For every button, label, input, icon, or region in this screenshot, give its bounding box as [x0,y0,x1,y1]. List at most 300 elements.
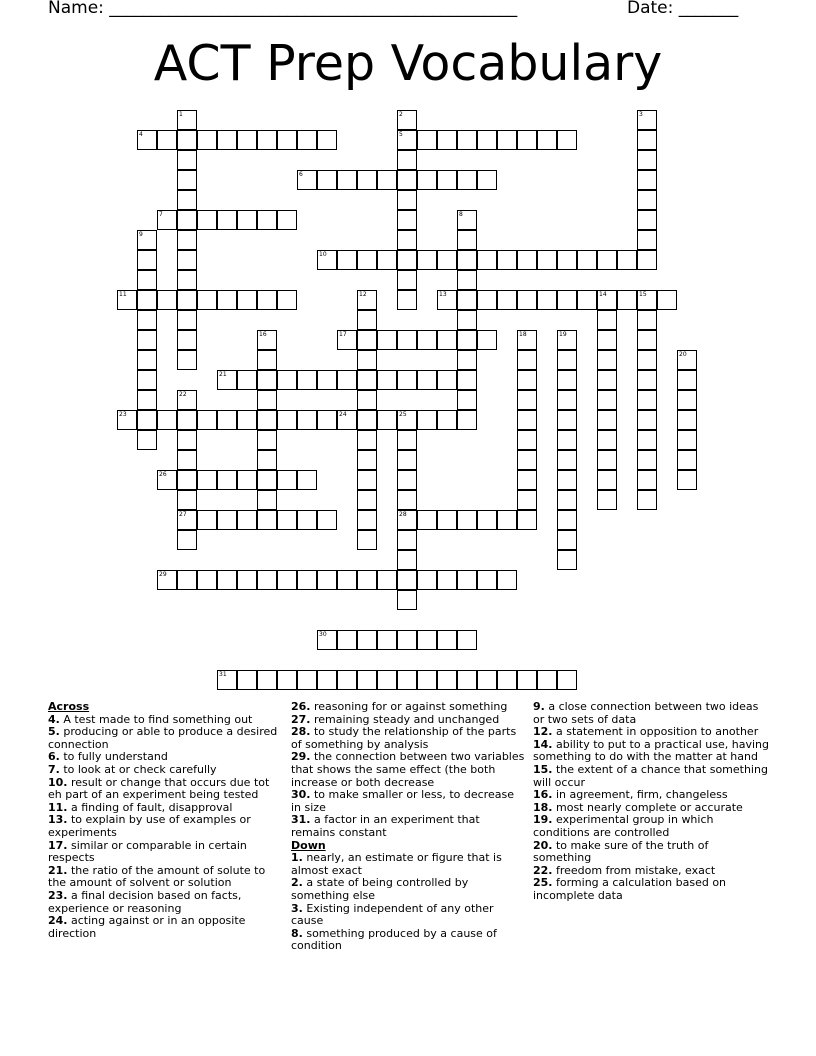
crossword-cell[interactable] [157,410,177,430]
crossword-cell[interactable] [537,670,557,690]
crossword-cell[interactable] [677,370,697,390]
crossword-cell[interactable] [197,410,217,430]
crossword-cell[interactable] [397,510,417,530]
crossword-cell[interactable] [457,350,477,370]
crossword-cell[interactable] [357,570,377,590]
crossword-cell[interactable] [237,410,257,430]
crossword-cell[interactable] [217,410,237,430]
crossword-cell[interactable] [677,410,697,430]
crossword-cell[interactable] [397,550,417,570]
crossword-cell[interactable] [257,410,277,430]
crossword-cell[interactable] [397,270,417,290]
crossword-cell[interactable] [597,450,617,470]
crossword-cell[interactable] [137,390,157,410]
crossword-cell[interactable] [357,410,377,430]
crossword-cell[interactable] [637,350,657,370]
crossword-cell[interactable] [497,290,517,310]
crossword-cell[interactable] [357,510,377,530]
crossword-cell[interactable] [477,250,497,270]
crossword-cell[interactable] [637,230,657,250]
crossword-cell[interactable] [457,410,477,430]
crossword-cell[interactable] [397,190,417,210]
crossword-cell[interactable] [357,290,377,310]
crossword-cell[interactable] [277,670,297,690]
crossword-cell[interactable] [257,670,277,690]
crossword-cell[interactable] [477,510,497,530]
crossword-cell[interactable] [377,630,397,650]
crossword-cell[interactable] [457,210,477,230]
crossword-cell[interactable] [277,470,297,490]
crossword-cell[interactable] [157,290,177,310]
crossword-cell[interactable] [137,410,157,430]
crossword-cell[interactable] [337,330,357,350]
crossword-cell[interactable] [137,310,157,330]
crossword-cell[interactable] [637,290,657,310]
crossword-cell[interactable] [557,130,577,150]
crossword-cell[interactable] [217,670,237,690]
crossword-cell[interactable] [397,330,417,350]
crossword-cell[interactable] [357,350,377,370]
crossword-cell[interactable] [157,570,177,590]
crossword-cell[interactable] [637,130,657,150]
crossword-cell[interactable] [177,470,197,490]
crossword-cell[interactable] [517,330,537,350]
crossword-cell[interactable] [637,410,657,430]
crossword-cell[interactable] [297,470,317,490]
crossword-cell[interactable] [277,370,297,390]
crossword-cell[interactable] [637,450,657,470]
crossword-cell[interactable] [477,170,497,190]
crossword-cell[interactable] [377,410,397,430]
crossword-cell[interactable] [637,370,657,390]
crossword-cell[interactable] [277,290,297,310]
crossword-cell[interactable] [397,130,417,150]
crossword-cell[interactable] [197,130,217,150]
crossword-cell[interactable] [377,570,397,590]
crossword-cell[interactable] [177,210,197,230]
crossword-cell[interactable] [657,290,677,310]
crossword-cell[interactable] [457,630,477,650]
crossword-cell[interactable] [177,290,197,310]
crossword-cell[interactable] [457,370,477,390]
crossword-cell[interactable] [477,330,497,350]
crossword-cell[interactable] [597,350,617,370]
crossword-cell[interactable] [177,130,197,150]
crossword-cell[interactable] [177,510,197,530]
crossword-cell[interactable] [177,410,197,430]
crossword-cell[interactable] [517,410,537,430]
crossword-cell[interactable] [317,250,337,270]
crossword-cell[interactable] [177,430,197,450]
crossword-cell[interactable] [217,290,237,310]
crossword-cell[interactable] [677,470,697,490]
crossword-cell[interactable] [457,570,477,590]
crossword-cell[interactable] [477,290,497,310]
crossword-cell[interactable] [637,390,657,410]
crossword-cell[interactable] [597,470,617,490]
crossword-cell[interactable] [397,450,417,470]
crossword-cell[interactable] [377,250,397,270]
crossword-cell[interactable] [317,410,337,430]
crossword-cell[interactable] [517,130,537,150]
crossword-cell[interactable] [437,130,457,150]
crossword-cell[interactable] [397,490,417,510]
crossword-cell[interactable] [557,510,577,530]
crossword-cell[interactable] [117,410,137,430]
crossword-cell[interactable] [417,170,437,190]
crossword-cell[interactable] [577,250,597,270]
crossword-cell[interactable] [197,510,217,530]
crossword-cell[interactable] [637,430,657,450]
crossword-cell[interactable] [197,470,217,490]
crossword-cell[interactable] [597,290,617,310]
crossword-cell[interactable] [357,490,377,510]
crossword-cell[interactable] [417,330,437,350]
crossword-cell[interactable] [637,110,657,130]
crossword-cell[interactable] [257,570,277,590]
crossword-cell[interactable] [177,450,197,470]
crossword-cell[interactable] [257,290,277,310]
crossword-cell[interactable] [177,150,197,170]
crossword-cell[interactable] [357,370,377,390]
crossword-cell[interactable] [557,530,577,550]
crossword-cell[interactable] [297,170,317,190]
crossword-cell[interactable] [437,630,457,650]
crossword-cell[interactable] [477,670,497,690]
crossword-cell[interactable] [217,570,237,590]
crossword-cell[interactable] [457,130,477,150]
crossword-cell[interactable] [597,410,617,430]
crossword-cell[interactable] [537,290,557,310]
crossword-cell[interactable] [497,570,517,590]
crossword-cell[interactable] [597,310,617,330]
crossword-cell[interactable] [417,370,437,390]
crossword-cell[interactable] [337,570,357,590]
crossword-cell[interactable] [557,470,577,490]
crossword-cell[interactable] [357,450,377,470]
crossword-cell[interactable] [437,250,457,270]
crossword-cell[interactable] [237,210,257,230]
crossword-cell[interactable] [437,410,457,430]
crossword-cell[interactable] [637,490,657,510]
crossword-cell[interactable] [457,290,477,310]
crossword-cell[interactable] [237,470,257,490]
crossword-cell[interactable] [177,330,197,350]
crossword-cell[interactable] [317,670,337,690]
crossword-cell[interactable] [357,250,377,270]
crossword-cell[interactable] [177,250,197,270]
crossword-cell[interactable] [417,670,437,690]
crossword-cell[interactable] [617,290,637,310]
crossword-cell[interactable] [397,170,417,190]
crossword-cell[interactable] [377,370,397,390]
name-field-label[interactable]: Name: ________________________________________________ [48,0,518,18]
crossword-cell[interactable] [397,290,417,310]
crossword-cell[interactable] [557,430,577,450]
crossword-cell[interactable] [297,510,317,530]
crossword-cell[interactable] [597,390,617,410]
crossword-cell[interactable] [157,210,177,230]
crossword-cell[interactable] [517,370,537,390]
crossword-cell[interactable] [637,250,657,270]
crossword-cell[interactable] [137,230,157,250]
crossword-cell[interactable] [597,250,617,270]
crossword-cell[interactable] [177,570,197,590]
crossword-cell[interactable] [177,390,197,410]
crossword-cell[interactable] [457,250,477,270]
crossword-cell[interactable] [437,290,457,310]
crossword-cell[interactable] [137,270,157,290]
crossword-cell[interactable] [157,130,177,150]
crossword-cell[interactable] [437,510,457,530]
crossword-cell[interactable] [637,190,657,210]
crossword-cell[interactable] [557,550,577,570]
crossword-cell[interactable] [137,250,157,270]
crossword-cell[interactable] [377,330,397,350]
crossword-cell[interactable] [417,570,437,590]
crossword-cell[interactable] [557,350,577,370]
date-field-label[interactable]: Date: _______ [627,0,739,18]
crossword-cell[interactable] [237,130,257,150]
crossword-cell[interactable] [397,110,417,130]
crossword-cell[interactable] [517,390,537,410]
crossword-cell[interactable] [457,310,477,330]
crossword-cell[interactable] [557,250,577,270]
crossword-cell[interactable] [177,190,197,210]
crossword-cell[interactable] [457,510,477,530]
crossword-cell[interactable] [397,230,417,250]
crossword-cell[interactable] [117,290,137,310]
crossword-cell[interactable] [177,170,197,190]
crossword-cell[interactable] [137,290,157,310]
crossword-cell[interactable] [177,530,197,550]
crossword-cell[interactable] [257,350,277,370]
crossword-cell[interactable] [357,310,377,330]
crossword-cell[interactable] [497,250,517,270]
crossword-cell[interactable] [317,630,337,650]
crossword-cell[interactable] [137,130,157,150]
clue-text: forming a calculation based on incomplete data [533,876,727,902]
crossword-cell[interactable] [137,430,157,450]
crossword-cell[interactable] [397,150,417,170]
crossword-cell[interactable] [497,130,517,150]
crossword-cell[interactable] [437,670,457,690]
crossword-cell[interactable] [477,130,497,150]
crossword-cell[interactable] [297,570,317,590]
crossword-cell[interactable] [237,370,257,390]
crossword-cell[interactable] [297,130,317,150]
crossword-cell[interactable] [397,370,417,390]
crossword-cell[interactable] [637,150,657,170]
crossword-cell[interactable] [137,330,157,350]
crossword-cell[interactable] [417,250,437,270]
crossword-cell[interactable] [397,470,417,490]
crossword-cell[interactable] [177,350,197,370]
crossword-cell[interactable] [397,670,417,690]
crossword-cell[interactable] [257,510,277,530]
crossword-cell[interactable] [517,250,537,270]
crossword-cell[interactable] [597,370,617,390]
crossword-cell[interactable] [297,410,317,430]
crossword-cell[interactable] [257,450,277,470]
crossword-cell[interactable] [357,670,377,690]
crossword-cell[interactable] [217,370,237,390]
crossword-cell[interactable] [197,290,217,310]
crossword-cell[interactable] [497,510,517,530]
crossword-cell[interactable] [337,250,357,270]
crossword-cell[interactable] [517,490,537,510]
crossword-cell[interactable] [517,290,537,310]
crossword-cell[interactable] [417,510,437,530]
crossword-cell[interactable] [357,530,377,550]
crossword-cell[interactable] [417,630,437,650]
cell-number: 3 [639,111,643,118]
crossword-cell[interactable] [177,110,197,130]
crossword-cell[interactable] [537,250,557,270]
crossword-cell[interactable] [557,490,577,510]
crossword-cell[interactable] [137,370,157,390]
crossword-cell[interactable] [357,430,377,450]
clue-item [48,915,284,940]
crossword-cell[interactable] [237,670,257,690]
crossword-cell[interactable] [257,210,277,230]
crossword-cell[interactable] [557,370,577,390]
crossword-cell[interactable] [597,490,617,510]
crossword-cell[interactable] [637,330,657,350]
crossword-cell[interactable] [197,210,217,230]
crossword-cell[interactable] [277,410,297,430]
crossword-cell[interactable] [257,430,277,450]
crossword-cell[interactable] [497,670,517,690]
crossword-cell[interactable] [397,570,417,590]
crossword-cell[interactable] [457,170,477,190]
crossword-cell[interactable] [457,270,477,290]
crossword-cell[interactable] [397,590,417,610]
crossword-cell[interactable] [277,210,297,230]
crossword-cell[interactable] [217,510,237,530]
crossword-cell[interactable] [237,570,257,590]
crossword-cell[interactable] [677,350,697,370]
crossword-cell[interactable] [177,270,197,290]
crossword-cell[interactable] [257,390,277,410]
crossword-cell[interactable] [177,230,197,250]
crossword-cell[interactable] [517,510,537,530]
crossword-cell[interactable] [237,510,257,530]
crossword-cell[interactable] [517,430,537,450]
crossword-cell[interactable] [257,130,277,150]
crossword-cell[interactable] [557,330,577,350]
crossword-cell[interactable] [677,450,697,470]
crossword-cell[interactable] [397,410,417,430]
crossword-cell[interactable] [377,170,397,190]
crossword-cell[interactable] [337,410,357,430]
crossword-cell[interactable] [337,670,357,690]
crossword-cell[interactable] [217,130,237,150]
crossword-cell[interactable] [517,670,537,690]
crossword-cell[interactable] [437,330,457,350]
crossword-cell[interactable] [137,350,157,370]
crossword-cell[interactable] [317,130,337,150]
crossword-cell[interactable] [457,390,477,410]
crossword-cell[interactable] [177,310,197,330]
crossword-cell[interactable] [597,330,617,350]
crossword-cell[interactable] [637,210,657,230]
crossword-cell[interactable] [177,490,197,510]
crossword-cell[interactable] [557,670,577,690]
crossword-cell[interactable] [457,670,477,690]
crossword-cell[interactable] [217,470,237,490]
crossword-cell[interactable] [397,630,417,650]
crossword-cell[interactable] [517,470,537,490]
crossword-cell[interactable] [217,210,237,230]
crossword-cell[interactable] [637,170,657,190]
crossword-cell[interactable] [277,510,297,530]
crossword-cell[interactable] [677,430,697,450]
crossword-cell[interactable] [617,250,637,270]
crossword-cell[interactable] [597,430,617,450]
crossword-cell[interactable] [517,450,537,470]
crossword-cell[interactable] [257,490,277,510]
crossword-cell[interactable] [377,670,397,690]
crossword-cell[interactable] [397,430,417,450]
crossword-cell[interactable] [557,290,577,310]
crossword-cell[interactable] [397,250,417,270]
crossword-cell[interactable] [357,390,377,410]
crossword-cell[interactable] [557,410,577,430]
crossword-cell[interactable] [357,330,377,350]
crossword-cell[interactable] [317,170,337,190]
crossword-cell[interactable] [277,130,297,150]
crossword-cell[interactable] [257,370,277,390]
crossword-cell[interactable] [677,390,697,410]
crossword-cell[interactable] [637,310,657,330]
crossword-cell[interactable] [397,210,417,230]
crossword-cell[interactable] [437,370,457,390]
crossword-cell[interactable] [357,630,377,650]
crossword-cell[interactable] [337,170,357,190]
crossword-cell[interactable] [357,470,377,490]
crossword-cell[interactable] [197,570,217,590]
crossword-cell[interactable] [257,330,277,350]
crossword-cell[interactable] [457,330,477,350]
crossword-cell[interactable] [437,170,457,190]
crossword-cell[interactable] [297,370,317,390]
crossword-cell[interactable] [637,470,657,490]
crossword-cell[interactable] [437,570,457,590]
crossword-cell[interactable] [257,470,277,490]
crossword-cell[interactable] [477,570,497,590]
crossword-cell[interactable] [317,370,337,390]
crossword-cell[interactable] [557,390,577,410]
crossword-cell[interactable] [397,530,417,550]
crossword-cell[interactable] [517,350,537,370]
crossword-cell[interactable] [317,570,337,590]
crossword-cell[interactable] [457,230,477,250]
crossword-cell[interactable] [357,170,377,190]
crossword-cell[interactable] [417,130,437,150]
crossword-cell[interactable] [157,470,177,490]
crossword-cell[interactable] [237,290,257,310]
crossword-cell[interactable] [537,130,557,150]
crossword-cell[interactable] [577,290,597,310]
crossword-cell[interactable] [337,370,357,390]
crossword-cell[interactable] [557,450,577,470]
crossword-cell[interactable] [417,410,437,430]
crossword-cell[interactable] [277,570,297,590]
crossword-cell[interactable] [297,670,317,690]
crossword-cell[interactable] [317,510,337,530]
crossword-cell[interactable] [337,630,357,650]
